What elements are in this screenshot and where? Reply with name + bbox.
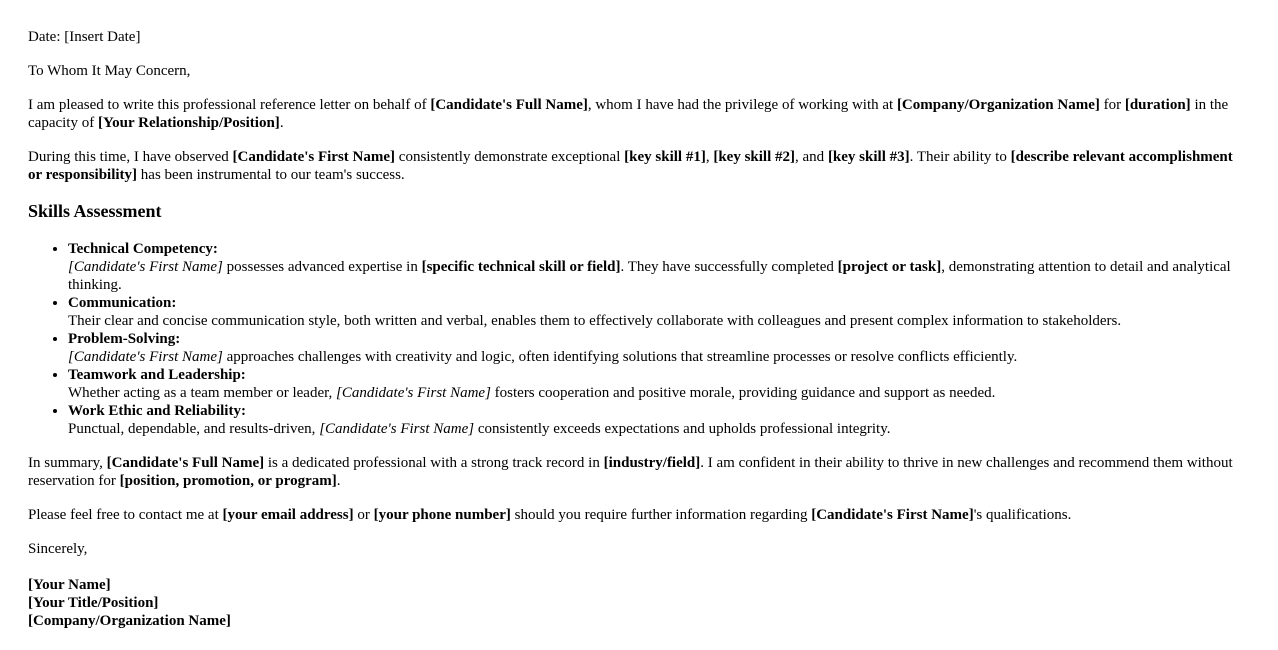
- skill-title: Work Ethic and Reliability:: [68, 403, 246, 419]
- skill-title: Problem-Solving:: [68, 331, 181, 347]
- candidate-first-name-placeholder: [Candidate's First Name]: [336, 385, 491, 401]
- skill-title: Teamwork and Leadership:: [68, 367, 246, 383]
- closing: Sincerely,: [28, 541, 88, 557]
- candidate-first-name-placeholder: [Candidate's First Name]: [68, 349, 223, 365]
- observation-text-6: has been instrumental to our team's success.: [137, 167, 405, 183]
- observation-text-2: consistently demonstrate exceptional: [395, 149, 625, 165]
- reference-letter: [28, 28, 1250, 630]
- summary-text-4: .: [336, 473, 341, 489]
- skill-item-communication: [68, 294, 1250, 330]
- skill-text: fosters cooperation and positive morale, providing guidance and support as needed.: [490, 385, 996, 401]
- project-placeholder: [project or task]: [837, 259, 942, 275]
- candidate-full-name-placeholder: [Candidate's Full Name]: [430, 97, 588, 113]
- accomplishment-placeholder: [describe relevant accomplishment or responsibility]: [28, 149, 1233, 183]
- candidate-first-name-placeholder: [Candidate's First Name]: [319, 421, 475, 437]
- candidate-first-name-placeholder: [Candidate's First Name]: [811, 507, 974, 523]
- skill-text: Punctual, dependable, and results-driven,: [68, 421, 320, 437]
- observation-text-5: . Their ability to: [909, 149, 1011, 165]
- company-name-placeholder: [Company/Organization Name]: [896, 97, 1100, 113]
- observation-paragraph: [28, 148, 1250, 184]
- duration-placeholder: [duration]: [1124, 97, 1191, 113]
- skill-text: possesses advanced expertise in: [222, 259, 422, 275]
- observation-text-1: During this time, I have observed: [28, 149, 233, 165]
- contact-text-3: should you require further information regarding: [510, 507, 812, 523]
- skills-list: [28, 240, 1250, 438]
- relationship-placeholder: [Your Relationship/Position]: [97, 115, 280, 131]
- signature-company: [Company/Organization Name]: [28, 613, 231, 629]
- phone-placeholder: [your phone number]: [373, 507, 511, 523]
- skill-item-work-ethic: [68, 402, 1250, 438]
- intro-text-4: in the capacity of: [28, 97, 1229, 131]
- contact-text-2: or: [353, 507, 374, 523]
- candidate-full-name-placeholder: [Candidate's Full Name]: [106, 455, 265, 471]
- skill-item-technical: [68, 240, 1250, 294]
- summary-text-1: In summary,: [28, 455, 107, 471]
- key-skill-2-placeholder: [key skill #2]: [713, 149, 796, 165]
- summary-paragraph: [28, 454, 1250, 490]
- intro-text-1: I am pleased to write this professional reference letter on behalf of: [28, 97, 431, 113]
- salutation: To Whom It May Concern,: [28, 63, 191, 79]
- observation-text-4: , and: [795, 149, 828, 165]
- key-skill-3-placeholder: [key skill #3]: [827, 149, 910, 165]
- skill-item-problem-solving: [68, 330, 1250, 366]
- skills-heading: Skills Assessment: [28, 201, 162, 221]
- contact-text-1: Please feel free to contact me at: [28, 507, 223, 523]
- position-placeholder: [position, promotion, or program]: [119, 473, 337, 489]
- summary-text-2: is a dedicated professional with a strong track record in: [264, 455, 604, 471]
- intro-text-3: for: [1099, 97, 1125, 113]
- summary-text-3: . I am confident in their ability to thrive in new challenges and recommend them without reservation for: [28, 455, 1233, 489]
- intro-text-5: .: [279, 115, 284, 131]
- candidate-first-name-placeholder: [Candidate's First Name]: [68, 259, 223, 275]
- skill-text: consistently exceeds expectations and upholds professional integrity.: [474, 421, 891, 437]
- skill-title: Communication:: [68, 295, 177, 311]
- signature-title: [Your Title/Position]: [28, 595, 159, 611]
- email-placeholder: [your email address]: [222, 507, 354, 523]
- intro-text-2: , whom I have had the privilege of working with at: [587, 97, 897, 113]
- candidate-first-name-placeholder: [Candidate's First Name]: [232, 149, 396, 165]
- skill-text: approaches challenges with creativity and logic, often identifying solutions that streamline processes or resolve conflicts efficiently.: [222, 349, 1018, 365]
- signature-name: [Your Name]: [28, 577, 111, 593]
- skill-text: Their clear and concise communication style, both written and verbal, enables them to effectively collaborate with colleagues and present complex information to stakeholders.: [68, 313, 1122, 329]
- contact-text-4: 's qualifications.: [973, 507, 1072, 523]
- signature-block: [28, 576, 1250, 630]
- contact-paragraph: [28, 506, 1250, 524]
- skill-item-teamwork: [68, 366, 1250, 402]
- intro-paragraph: [28, 96, 1250, 132]
- skill-text: . They have successfully completed: [620, 259, 838, 275]
- technical-skill-placeholder: [specific technical skill or field]: [421, 259, 621, 275]
- industry-placeholder: [industry/field]: [603, 455, 701, 471]
- skill-title: Technical Competency:: [68, 241, 218, 257]
- date-line: Date: [Insert Date]: [28, 29, 141, 45]
- skill-text: Whether acting as a team member or leader,: [68, 385, 337, 401]
- observation-text-3: ,: [705, 149, 714, 165]
- key-skill-1-placeholder: [key skill #1]: [624, 149, 706, 165]
- skill-text: , demonstrating attention to detail and analytical thinking.: [68, 259, 1231, 293]
